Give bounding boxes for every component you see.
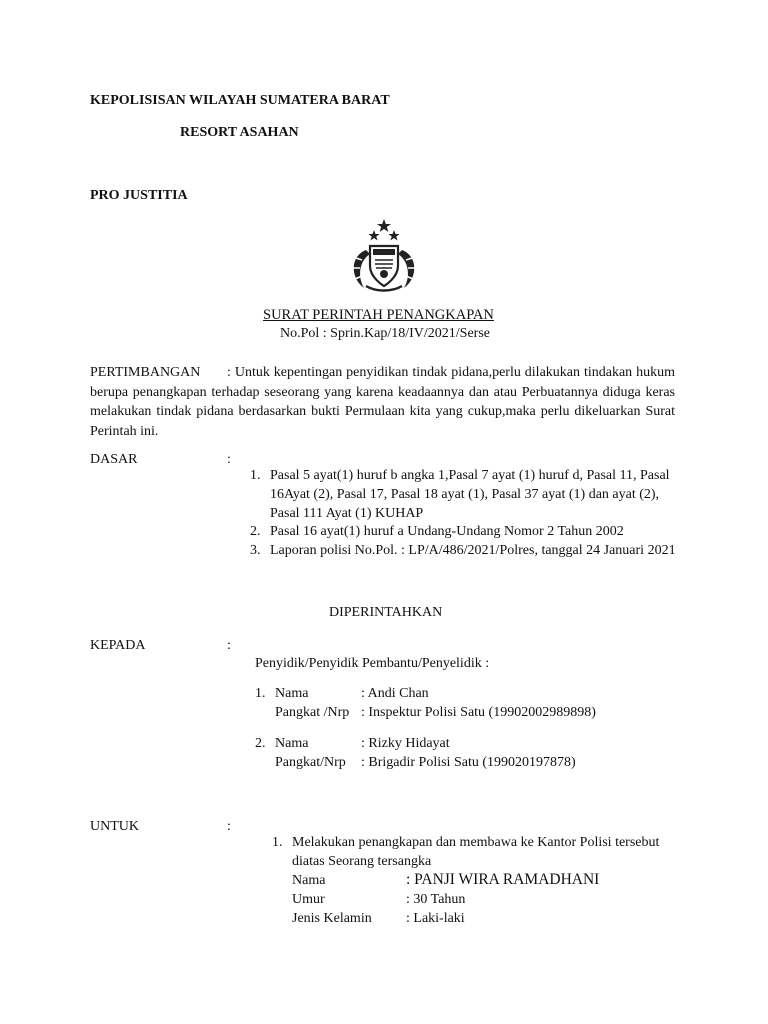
kepada-colon: : bbox=[227, 638, 231, 653]
list-item: 2. Nama : Rizky Hidayat Pangkat/Nrp : Brigadir Polisi Satu (199020197878) bbox=[255, 736, 576, 770]
list-item: 1. Nama : Andi Chan Pangkat /Nrp : Inspektur Polisi Satu (19902002989898) bbox=[255, 686, 596, 720]
dasar-item: 1. Pasal 5 ayat(1) huruf b angka 1,Pasal 7 ayat (1) huruf d, Pasal 11, Pasal 16Ayat (2), Pasal 17, Pasal 18 ayat (1), Pasal 37 ayat (1) dan ayat (2), Pasal 111 Ayat (1) KUHAP bbox=[250, 468, 670, 521]
document-number: No.Pol : Sprin.Kap/18/IV/2021/Serse bbox=[280, 326, 490, 341]
suspect-age-label: Umur bbox=[292, 892, 325, 907]
header-line-1: KEPOLISISAN WILAYAH SUMATERA BARAT bbox=[90, 93, 390, 108]
pertimbangan-text: : Untuk kepentingan penyidikan tindak pidana,perlu dilakukan tindakan hukum berupa penangkapan terhadap seseorang yang karena keadaannya dan atau Perbuatannya diduga keras melakukan tindak pidana berdasarkan bukti Permulaan kita yang cukup,maka perlu dikeluarkan Surat Perintah ini. bbox=[90, 365, 675, 439]
suspect-age-value: : 30 Tahun bbox=[406, 892, 466, 907]
document-title: SURAT PERINTAH PENANGKAPAN bbox=[263, 307, 494, 323]
untuk-colon: : bbox=[227, 819, 231, 834]
pertimbangan-label: PERTIMBANGAN bbox=[90, 365, 201, 380]
suspect-gender-value: : Laki-laki bbox=[406, 911, 465, 926]
suspect-name-label: Nama bbox=[292, 873, 326, 888]
suspect-gender-label: Jenis Kelamin bbox=[292, 911, 372, 926]
untuk-label: UNTUK bbox=[90, 819, 139, 834]
dasar-item: 2. Pasal 16 ayat(1) huruf a Undang-Undang Nomor 2 Tahun 2002 bbox=[250, 524, 624, 539]
suspect-name-value: : PANJI WIRA RAMADHANI bbox=[406, 871, 600, 888]
dasar-colon: : bbox=[227, 452, 231, 467]
police-emblem-icon bbox=[344, 216, 424, 292]
dasar-item: 3. Laporan polisi No.Pol. : LP/A/486/2021/Polres, tanggal 24 Januari 2021 bbox=[250, 543, 676, 558]
pro-justitia: PRO JUSTITIA bbox=[90, 188, 188, 203]
kepada-label: KEPADA bbox=[90, 638, 146, 653]
header-line-2: RESORT ASAHAN bbox=[180, 125, 299, 140]
untuk-item: 1. Melakukan penangkapan dan membawa ke Kantor Polisi tersebut diatas Seorang tersangka Nama : PANJI WIRA RAMADHANI Umur : 30 Tahun Jenis Kelamin : Laki-laki bbox=[272, 835, 660, 926]
kepada-intro: Penyidik/Penyidik Pembantu/Penyelidik : bbox=[255, 656, 490, 671]
diperintahkan-heading: DIPERINTAHKAN bbox=[329, 605, 443, 620]
dasar-label: DASAR bbox=[90, 452, 138, 467]
